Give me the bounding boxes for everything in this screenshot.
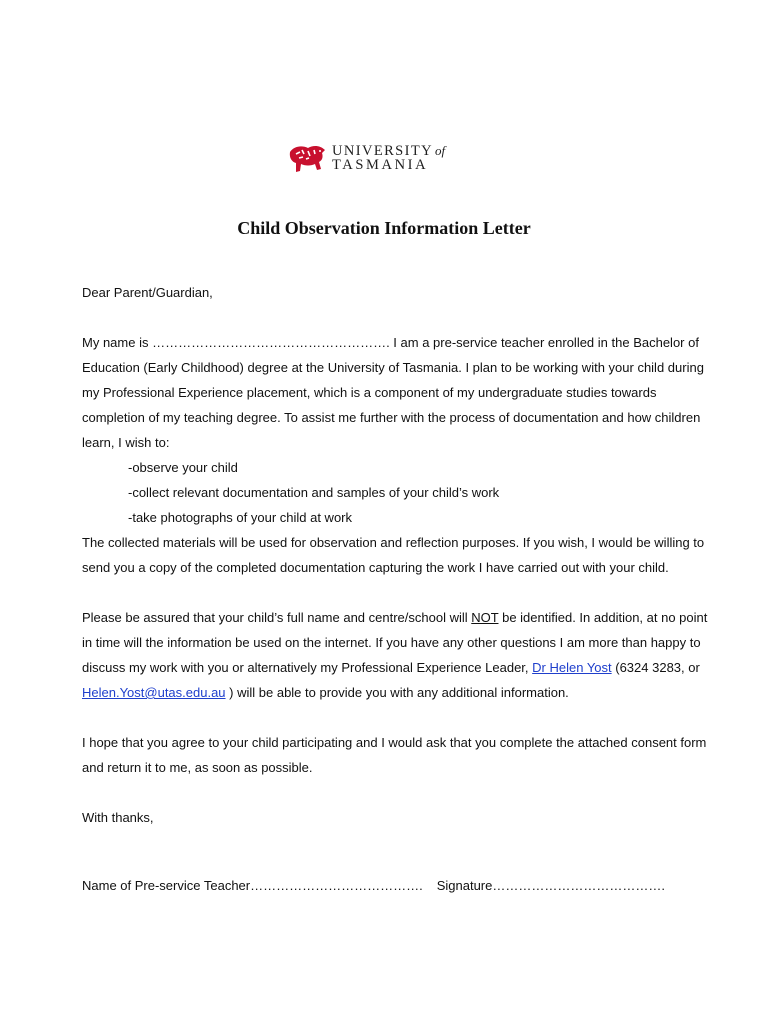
bullet-item: -observe your child — [128, 460, 238, 475]
leader-email-link[interactable]: Helen.Yost@utas.edu.au — [82, 685, 226, 700]
phone-text: (6324 3283, or — [611, 660, 700, 675]
logo-of-text: of — [435, 143, 446, 158]
bullet-item: -collect relevant documentation and samples of your child’s work — [128, 485, 500, 500]
not-emphasis: NOT — [471, 610, 499, 625]
teacher-name-field: Name of Pre-service Teacher…………………………………. — [82, 878, 423, 893]
signoff: With thanks, — [82, 810, 154, 825]
letter-title: Child Observation Information Letter — [237, 218, 531, 238]
logo-tasmania-text: TASMANIA — [332, 157, 429, 173]
university-logo — [288, 142, 458, 176]
logo-wordmark — [332, 144, 445, 172]
tasmanian-tiger-crest-icon — [288, 142, 328, 176]
letter-body — [82, 280, 718, 898]
assurance-text: be identified. In addition, at no point in time will the information be used on the internet. If you have any other questions I am more than happy to discuss my work with you or alternatively my Professional Experience Leader, — [82, 610, 708, 675]
salutation: Dear Parent/Guardian, — [82, 285, 213, 300]
assurance-text: Please be assured that your child’s full name and centre/school will — [82, 610, 472, 625]
leader-name-link[interactable]: Dr Helen Yost — [532, 660, 612, 675]
assurance-paragraph — [82, 605, 718, 705]
assurance-text: ) will be able to provide you with any additional information. — [225, 685, 569, 700]
materials-paragraph: The collected materials will be used for observation and reflection purposes. If you wish, I would be willing to send you a copy of the completed documentation capturing the work I have carried out with your child. — [82, 535, 705, 575]
logo-university-text: UNIVERSITY — [332, 143, 433, 159]
intro-paragraph: My name is ………………………………………………. I am a pre-service teacher enrolled in the Bachelor of Education (Early Childhood) degree at the University of Tasmania. I plan to be working with your child during my Professional Experience placement, which is a component of my undergraduate studies towards completion of my teaching degree. To assist me further with the process of documentation and how children learn, I wish to: — [82, 335, 704, 450]
consent-paragraph: I hope that you agree to your child participating and I would ask that you complete the attached consent form and return it to me, as soon as possible. — [82, 735, 707, 775]
signature-field: Signature…………………………………. — [436, 878, 665, 893]
signature-line — [82, 873, 718, 898]
bullet-item: -take photographs of your child at work — [128, 510, 353, 525]
